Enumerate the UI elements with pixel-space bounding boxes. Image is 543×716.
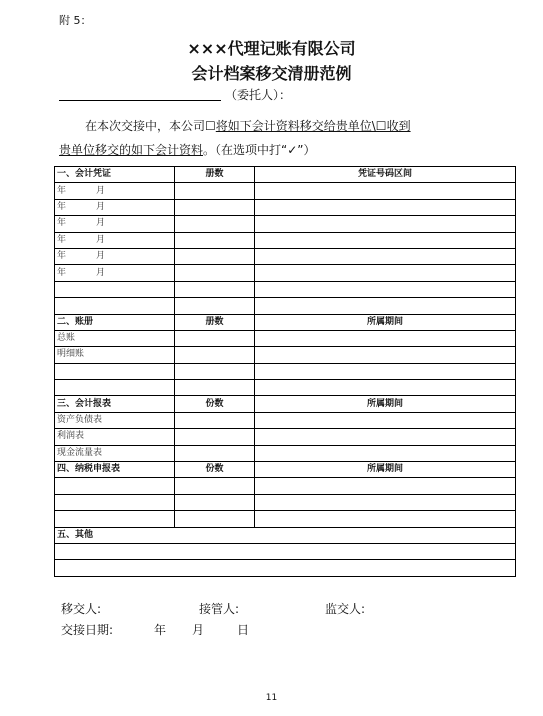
table-cell[interactable]	[175, 445, 255, 461]
table-cell[interactable]	[255, 281, 516, 297]
table-cell[interactable]	[255, 494, 516, 510]
table-cell[interactable]	[255, 511, 516, 527]
table-row	[55, 232, 516, 248]
table-cell[interactable]	[255, 216, 516, 232]
table-cell[interactable]	[255, 478, 516, 494]
ledger-item: 总账	[55, 330, 175, 346]
table-row	[55, 478, 516, 494]
date-year-label: 年	[154, 623, 167, 637]
column-header-period: 所属期间	[255, 396, 516, 412]
client-name-blank[interactable]	[59, 100, 221, 101]
client-label: （委托人）：	[225, 88, 292, 102]
table-cell[interactable]	[55, 511, 175, 527]
table-cell[interactable]	[255, 429, 516, 445]
table-cell[interactable]	[255, 248, 516, 264]
table-cell[interactable]	[175, 232, 255, 248]
section-header-vouchers	[55, 167, 516, 183]
table-cell[interactable]	[255, 183, 516, 199]
table-row	[55, 265, 516, 281]
intro-paragraph	[59, 114, 489, 162]
intro-text-2: 。（在选项中打“✓”）	[203, 143, 316, 157]
table-cell[interactable]	[175, 248, 255, 264]
table-row	[55, 199, 516, 215]
document-title: 会计档案移交清册范例	[191, 64, 352, 83]
table-cell[interactable]	[255, 412, 516, 428]
year-label: 年	[57, 251, 67, 262]
table-cell[interactable]	[255, 330, 516, 346]
transferor-label: 移交人:	[61, 602, 102, 616]
table-cell[interactable]	[175, 380, 255, 396]
table-cell[interactable]	[175, 511, 255, 527]
supervisor-label: 监交人:	[325, 602, 366, 616]
year-label: 年	[57, 234, 67, 245]
company-title: ×××代理记账有限公司	[187, 39, 356, 58]
section-title: 五、其他	[55, 527, 516, 543]
table-cell[interactable]	[55, 363, 175, 379]
table-row	[55, 248, 516, 264]
year-label: 年	[57, 201, 67, 212]
column-header-count: 册数	[175, 167, 255, 183]
table-row	[55, 216, 516, 232]
year-label: 年	[57, 218, 67, 229]
table-row	[55, 183, 516, 199]
table-cell[interactable]	[175, 330, 255, 346]
table-cell[interactable]	[175, 298, 255, 314]
table-cell[interactable]	[175, 183, 255, 199]
table-cell[interactable]	[175, 265, 255, 281]
table-cell[interactable]	[55, 380, 175, 396]
table-row	[55, 380, 516, 396]
month-label: 月	[96, 234, 106, 245]
section-title: 四、纳税申报表	[55, 462, 175, 478]
table-cell[interactable]	[255, 445, 516, 461]
month-label: 月	[96, 218, 106, 229]
column-header-copies: 份数	[175, 462, 255, 478]
table-cell[interactable]	[175, 199, 255, 215]
section-title: 一、会计凭证	[55, 167, 175, 183]
table-cell[interactable]	[55, 560, 516, 576]
table-cell[interactable]	[255, 380, 516, 396]
month-label: 月	[96, 185, 106, 196]
month-label: 月	[96, 251, 106, 262]
table-row	[55, 412, 516, 428]
year-month-cell[interactable]	[55, 216, 175, 232]
table-cell[interactable]	[255, 298, 516, 314]
table-row	[55, 560, 516, 576]
table-cell[interactable]	[175, 281, 255, 297]
appendix-label: 附 5：	[59, 14, 92, 27]
section-header-ledgers	[55, 314, 516, 330]
report-item: 利润表	[55, 429, 175, 445]
year-month-cell[interactable]	[55, 232, 175, 248]
table-cell[interactable]	[175, 429, 255, 445]
report-item: 资产负债表	[55, 412, 175, 428]
column-header-copies: 份数	[175, 396, 255, 412]
archive-handover-table	[54, 166, 516, 577]
table-cell[interactable]	[175, 363, 255, 379]
ledger-item: 明细账	[55, 347, 175, 363]
table-cell[interactable]	[55, 494, 175, 510]
table-row	[55, 281, 516, 297]
table-cell[interactable]	[175, 412, 255, 428]
table-cell[interactable]	[55, 478, 175, 494]
table-cell[interactable]	[255, 347, 516, 363]
column-header-period: 所属期间	[255, 314, 516, 330]
table-cell[interactable]	[255, 265, 516, 281]
table-row	[55, 298, 516, 314]
report-item: 现金流量表	[55, 445, 175, 461]
year-month-cell[interactable]	[55, 265, 175, 281]
section-title: 三、会计报表	[55, 396, 175, 412]
table-row	[55, 330, 516, 346]
section-title: 二、账册	[55, 314, 175, 330]
handover-date-label: 交接日期:	[61, 623, 114, 637]
column-header-range: 凭证号码区间	[255, 167, 516, 183]
table-cell[interactable]	[55, 281, 175, 297]
intro-option-receive: 贵单位移交的如下会计资料	[59, 143, 204, 157]
table-cell[interactable]	[175, 347, 255, 363]
intro-text-1: 在本次交接中，本公司☐	[85, 119, 216, 133]
table-row	[55, 543, 516, 559]
year-label: 年	[57, 267, 67, 278]
table-row	[55, 511, 516, 527]
year-month-cell[interactable]	[55, 248, 175, 264]
column-header-count: 册数	[175, 314, 255, 330]
year-month-cell[interactable]	[55, 199, 175, 215]
date-month-label: 月	[192, 623, 205, 637]
table-cell[interactable]	[175, 216, 255, 232]
month-label: 月	[96, 267, 106, 278]
month-label: 月	[96, 201, 106, 212]
table-cell[interactable]	[55, 543, 516, 559]
column-header-period: 所属期间	[255, 462, 516, 478]
table-cell[interactable]	[175, 478, 255, 494]
table-cell[interactable]	[175, 494, 255, 510]
date-day-label: 日	[237, 623, 250, 637]
table-cell[interactable]	[255, 232, 516, 248]
table-row	[55, 494, 516, 510]
table-row	[55, 363, 516, 379]
table-cell[interactable]	[255, 363, 516, 379]
section-header-reports	[55, 396, 516, 412]
receiver-label: 接管人:	[199, 602, 240, 616]
year-label: 年	[57, 185, 67, 196]
table-row	[55, 429, 516, 445]
table-cell[interactable]	[255, 199, 516, 215]
year-month-cell[interactable]	[55, 183, 175, 199]
table-row	[55, 445, 516, 461]
intro-option-transfer: 将如下会计资料移交给贵单位\☐收到	[215, 119, 411, 133]
section-header-other	[55, 527, 516, 543]
section-header-tax	[55, 462, 516, 478]
table-cell[interactable]	[55, 298, 175, 314]
page-number: 11	[265, 693, 278, 703]
table-row	[55, 347, 516, 363]
